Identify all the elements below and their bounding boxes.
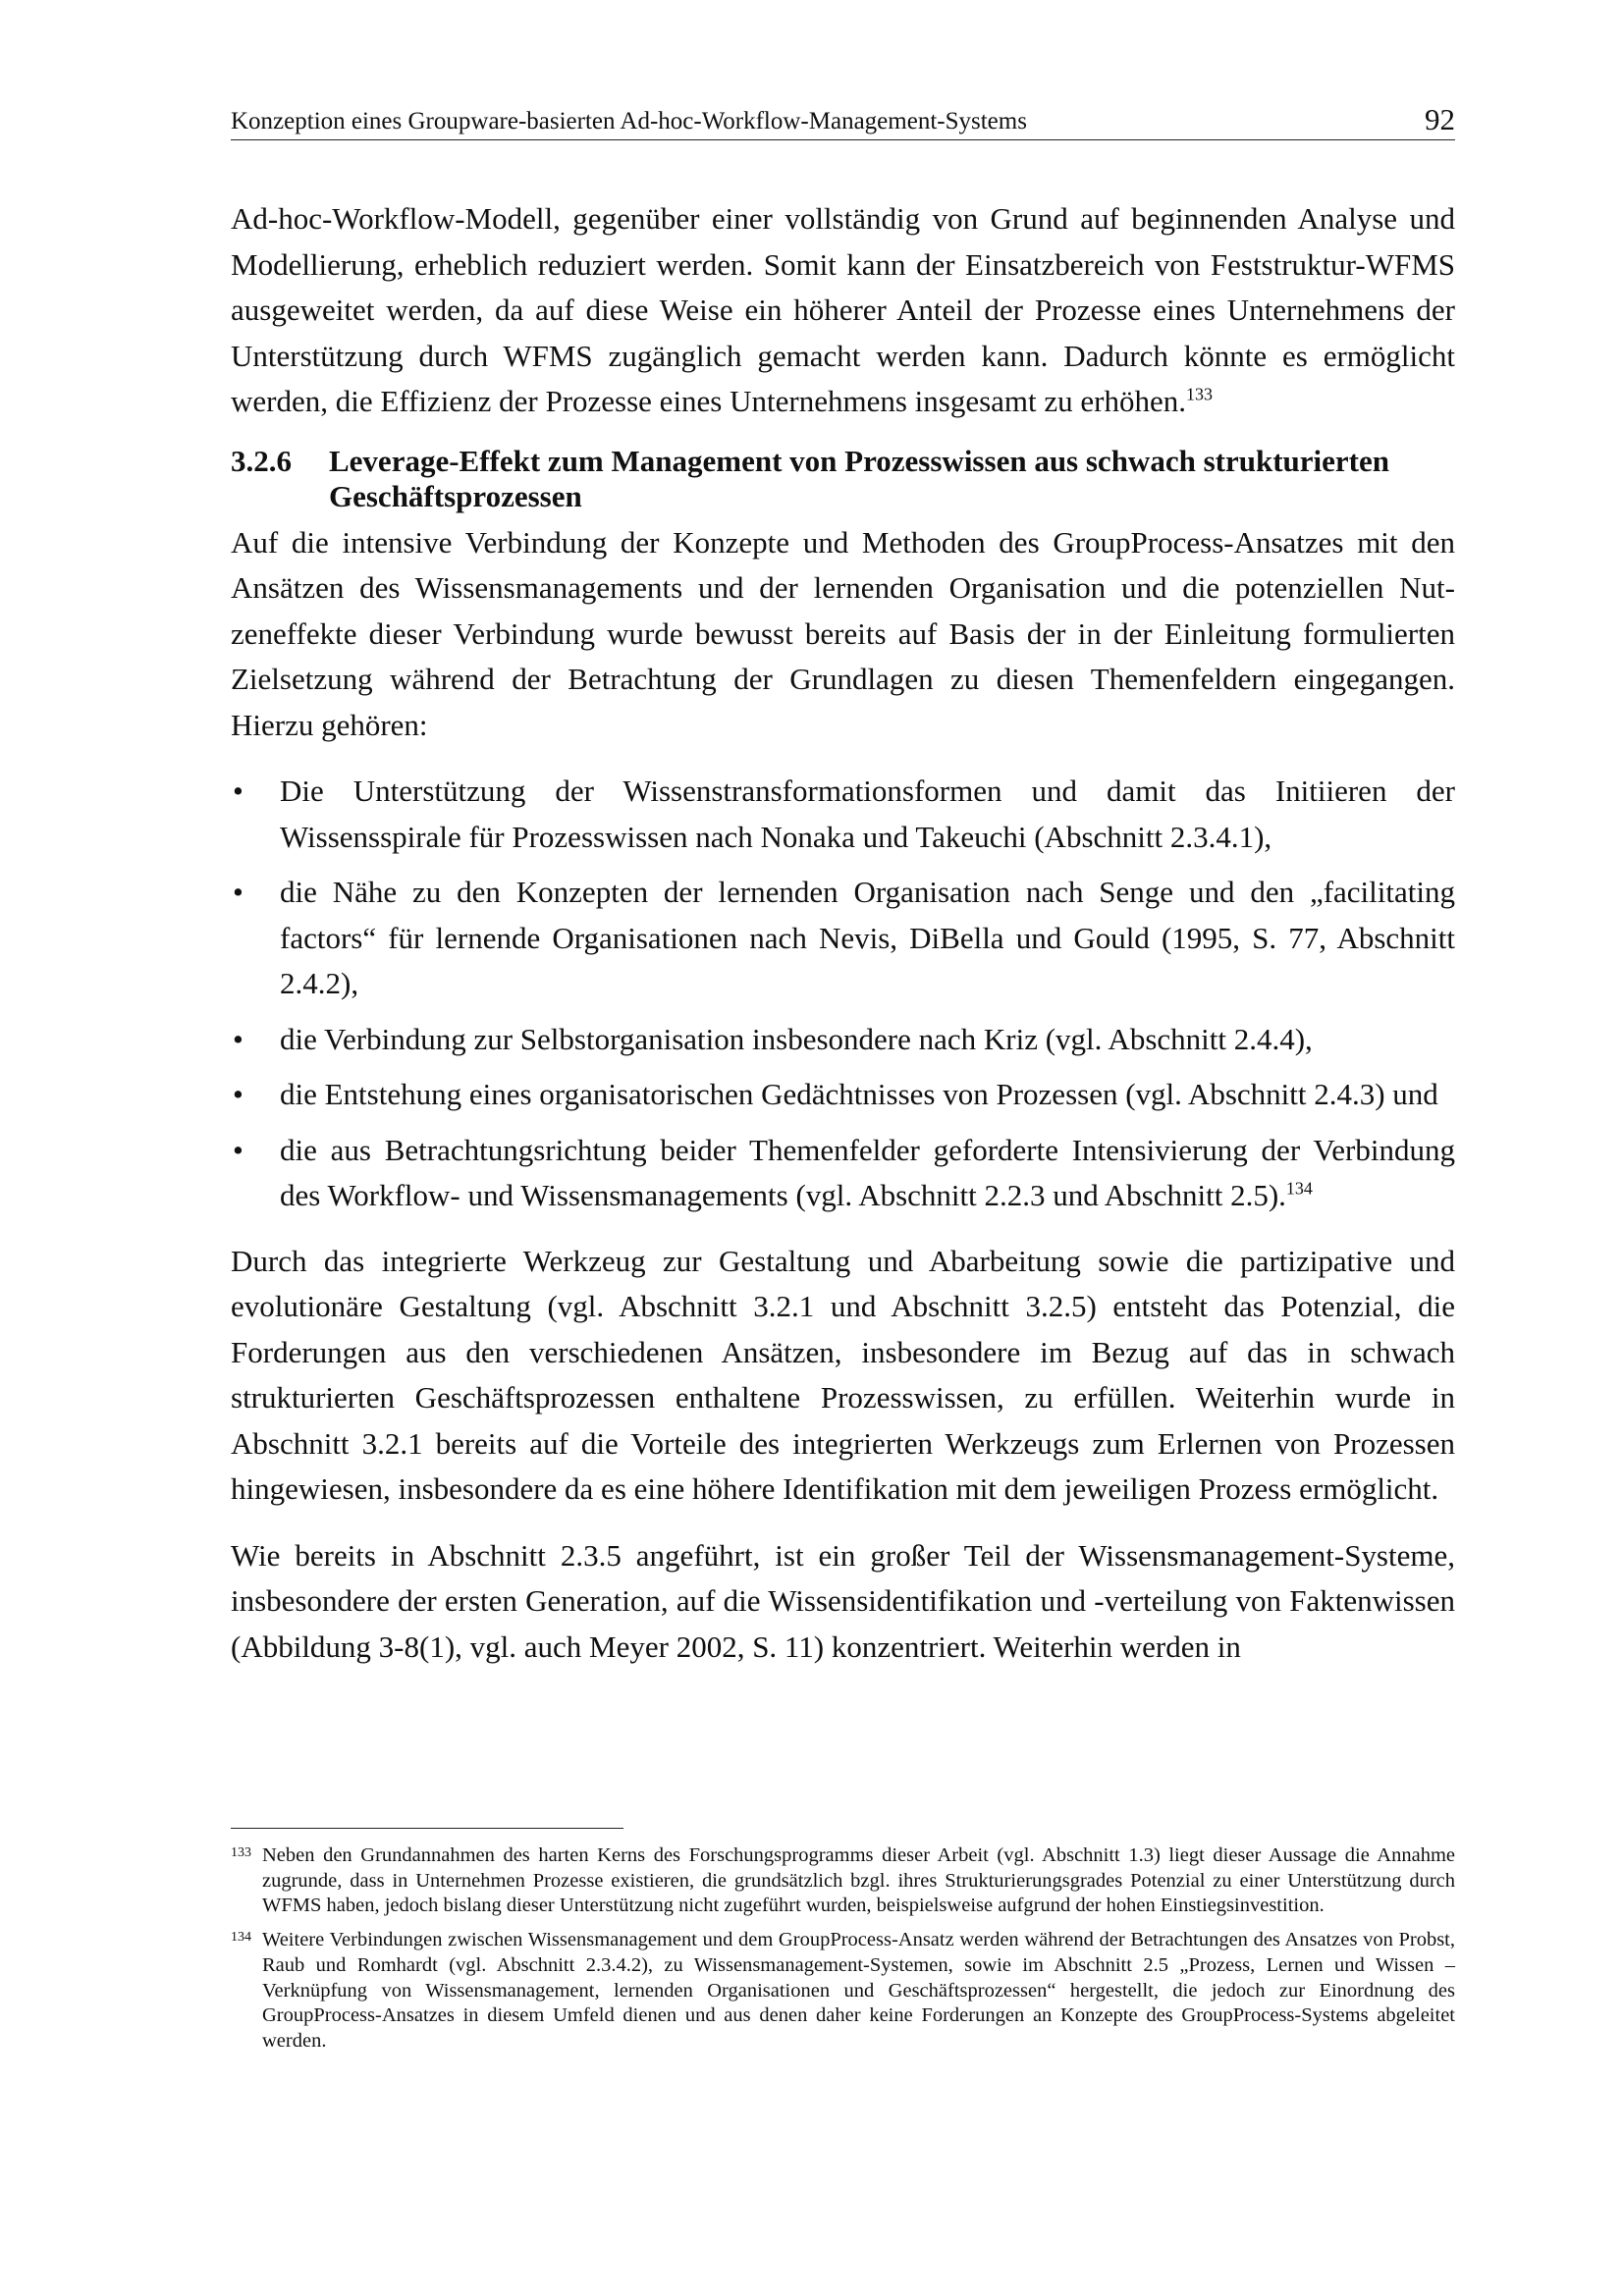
section-number: 3.2.6 <box>231 443 292 478</box>
footnote-number: 133 <box>231 1845 251 1860</box>
list-item <box>231 1128 1455 1219</box>
list-item-text: die Nähe zu den Konzepten der lernenden Organisation nach Senge und den „facilitating factors“ für lernende Organisationen nach Nevis, DiBella und Gould (1995, S. 77, Abschnitt 2.4.2), <box>280 875 1455 1000</box>
list-item <box>231 1017 1455 1063</box>
paragraph: Auf die intensive Verbindung der Konzepte und Methoden des GroupProcess-Ansatzes mit den Ansätzen des Wissensmanagements und der lernenden Organisation und die potenziellen Nutzeneffekte dieser Verbindung wurde bewusst bereits auf Basis der in der Einleitung formulierten Zielsetzung während der Betrachtung der Grundlagen zu diesen Themenfeldern eingegangen. Hierzu gehören: <box>231 524 1455 742</box>
list-item-text: die aus Betrachtungsrichtung beider Themenfelder geforderte Intensivierung der Verbindung des Workflow- und Wissensmanagements (vgl. Abschnitt 2.2.3 und Abschnitt 2.5). <box>280 1132 1455 1212</box>
footnote-reference[interactable]: 133 <box>1186 384 1213 404</box>
paragraph: Wie bereits in Abschnitt 2.3.5 angeführt, ist ein großer Teil der Wissensmanagement-Systeme, insbesondere der ersten Generation, auf die Wissensidentifikation und -verteilung von Faktenwissen (Abbildung 3-8(1), vgl. auch Meyer 2002, S. 11) konzentriert. Weiterhin werden in <box>231 1537 1455 1664</box>
header-title: Konzeption eines Groupware-basierten Ad-hoc-Workflow-Management-Systems <box>231 108 1027 134</box>
paragraph <box>231 196 1455 425</box>
list-item-text: die Verbindung zur Selbstorganisation insbesondere nach Kriz (vgl. Abschnitt 2.4.4), <box>280 1021 1313 1056</box>
footnote <box>231 1928 1455 2055</box>
bullet-icon: • <box>233 1021 243 1056</box>
footnote-number: 134 <box>231 1930 251 1946</box>
footnote-separator <box>231 1828 623 1829</box>
footnote <box>231 1843 1455 1919</box>
section-title: Leverage-Effekt zum Management von Prozesswissen aus schwach strukturierten Geschäftsprozessen <box>329 443 1389 513</box>
paragraph: Durch das integrierte Werkzeug zur Gestaltung und Abarbeitung sowie die partizipative und evolutionäre Gestaltung (vgl. Abschnitt 3.2.1 und Abschnitt 3.2.5) entsteht das Potenzial, die Forderungen aus den verschiedenen Ansätzen, insbesondere im Bezug auf das in schwach strukturierten Geschäftsprozessen enthaltene Prozesswissen, zu erfüllen. Weiterhin wurde in Abschnitt 3.2.1 bereits auf die Vorteile des integrierten Werkzeugs zum Erlernen von Prozessen hingewiesen, insbesondere da es eine höhere Identifikation mit dem jeweiligen Prozess ermöglicht. <box>231 1243 1455 1506</box>
bullet-icon: • <box>233 774 243 808</box>
running-header <box>231 98 1455 140</box>
bullet-icon: • <box>233 1077 243 1111</box>
footnote-reference[interactable]: 134 <box>1285 1178 1313 1199</box>
list-item <box>231 1072 1455 1118</box>
section-heading <box>231 444 1455 514</box>
list-item-text: die Entstehung eines organisatorischen Gedächtnisses von Prozessen (vgl. Abschnitt 2.4.3) und <box>280 1077 1438 1111</box>
list-item-text: Die Unterstützung der Wissenstransformationsformen und damit das Initiieren der Wissensspirale für Prozesswissen nach Nonaka und Takeuchi (Abschnitt 2.3.4.1), <box>280 774 1455 854</box>
paragraph-text: Ad-hoc-Workflow-Modell, gegenüber einer vollständig von Grund auf beginnenden Analyse und Modellierung, erheblich reduziert werden. Somit kann der Einsatzbereich von Feststruktur-WFMS ausgeweitet werden, da auf diese Weise ein höherer Anteil der Prozesse eines Unternehmens der Unterstützung durch WFMS zugänglich gemacht werden kann. Dadurch könnte es ermöglicht werden, die Effizienz der Prozesse eines Unternehmens insgesamt zu erhöhen. <box>231 201 1455 418</box>
bullet-icon: • <box>233 875 243 909</box>
list-item <box>231 870 1455 1007</box>
list-item <box>231 769 1455 860</box>
page-number: 92 <box>1425 102 1455 136</box>
footnote-text: Neben den Grundannahmen des harten Kerns des Forschungsprogramms dieser Arbeit (vgl. Abschnitt 1.3) liegt dieser Aussage die Annahme zugrunde, dass in Unternehmen Prozesse existieren, die grundsätzlich bzgl. ihres Strukturierungsgrades Potenzial zu einer Unterstützung durch WFMS haben, jedoch bislang dieser Unterstützung nicht zugeführt wurden, beispielsweise aufgrund der hohen Einstiegsinvestition. <box>262 1844 1455 1917</box>
main-text <box>231 196 1455 1690</box>
bullet-icon: • <box>233 1132 243 1167</box>
footnotes <box>231 1843 1455 2063</box>
bullet-list <box>231 769 1455 1219</box>
footnote-text: Weitere Verbindungen zwischen Wissensmanagement und dem GroupProcess-Ansatz werden während der Betrachtungen des Ansatzes von Probst, Raub und Romhardt (vgl. Abschnitt 2.3.4.2), zu Wissensmanagement-Systemen, sowie im Abschnitt 2.5 „Prozess, Lernen und Wissen – Verknüpfung von Wissensmanagement, lernenden Organisationen und Geschäftsprozessen“ hergestellt, die jedoch zur Einordnung des GroupProcess-Ansatzes in diesem Umfeld dienen und aus denen daher keine Forderungen an Konzepte des GroupProcess-Systems abgeleitet werden. <box>262 1929 1455 2052</box>
